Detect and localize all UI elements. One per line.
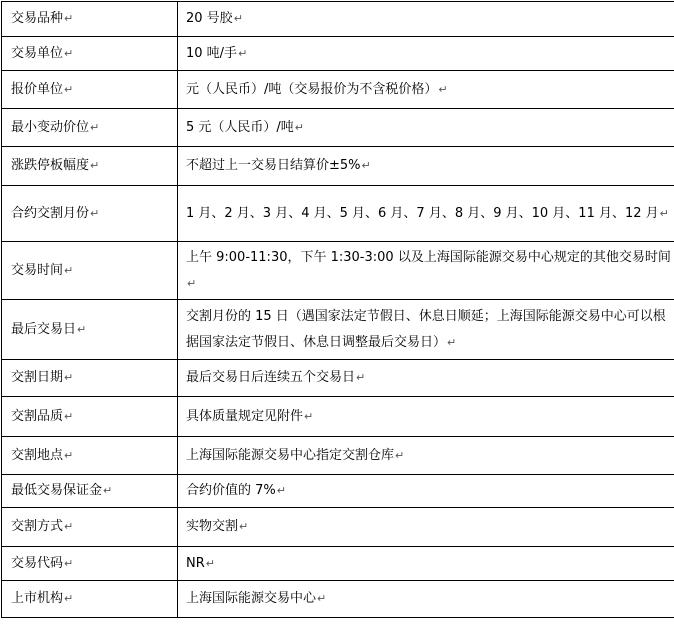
table-row (2, 437, 674, 475)
row-label-cell (2, 508, 178, 547)
row-value: 上海国际能源交易中心指定交割仓库 (186, 447, 395, 463)
paragraph-mark-icon: ↵ (64, 520, 74, 533)
row-value-cell (178, 397, 674, 437)
table-row (2, 186, 674, 242)
row-label: 交割方式 (11, 519, 64, 534)
paragraph-mark-icon: ↵ (64, 448, 74, 462)
paragraph-mark-icon: ↵ (90, 206, 100, 220)
row-value-cell (178, 547, 674, 581)
table-row (2, 360, 674, 397)
contract-spec-table (1, 1, 674, 618)
row-label: 上市机构 (11, 591, 64, 606)
paragraph-mark-icon: ↵ (187, 276, 197, 290)
table-row (2, 71, 674, 109)
paragraph-mark-icon: ↵ (356, 371, 366, 384)
row-label: 交易单位 (11, 45, 64, 61)
table-row (2, 37, 674, 71)
table-row (2, 147, 674, 186)
row-label: 最低交易保证金 (11, 483, 103, 498)
row-label-cell (2, 300, 178, 360)
row-value-cell (178, 71, 674, 109)
table-row (2, 2, 674, 37)
row-label-cell (2, 437, 178, 475)
row-value-cell (178, 508, 674, 547)
paragraph-mark-icon: ↵ (304, 409, 314, 423)
row-label: 交割地点 (11, 447, 64, 463)
row-label-cell (2, 547, 178, 581)
paragraph-mark-icon: ↵ (64, 82, 74, 96)
paragraph-mark-icon: ↵ (64, 409, 74, 423)
row-label: 最后交易日 (11, 321, 77, 337)
paragraph-mark-icon: ↵ (233, 12, 243, 25)
paragraph-mark-icon: ↵ (438, 82, 448, 96)
paragraph-mark-icon: ↵ (90, 159, 100, 172)
row-value-cell (178, 109, 674, 147)
row-value-cell (178, 242, 674, 300)
table-row (2, 547, 674, 581)
row-value: 合约价值的 7% (186, 483, 276, 498)
row-label: 合约交割月份 (11, 205, 90, 221)
paragraph-mark-icon: ↵ (64, 556, 74, 570)
row-label: 交易代码 (11, 555, 64, 571)
row-value-cell (178, 300, 674, 360)
paragraph-mark-icon: ↵ (659, 206, 669, 220)
paragraph-mark-icon: ↵ (447, 335, 457, 349)
row-label-cell (2, 242, 178, 300)
spec-table-body (2, 2, 674, 618)
table-row (2, 242, 674, 300)
row-value: 最后交易日后连续五个交易日 (186, 370, 356, 385)
paragraph-mark-icon: ↵ (90, 120, 100, 134)
row-value-cell (178, 2, 674, 37)
paragraph-mark-icon: ↵ (64, 263, 74, 277)
row-value: 实物交割 (186, 519, 239, 534)
paragraph-mark-icon: ↵ (205, 556, 215, 570)
row-label-cell (2, 360, 178, 397)
paragraph-mark-icon: ↵ (77, 322, 87, 336)
row-value-cell (178, 581, 674, 618)
row-label: 交易时间 (11, 262, 64, 278)
row-label: 交割品质 (11, 408, 64, 424)
table-row (2, 300, 674, 360)
row-value: 具体质量规定见附件 (186, 408, 304, 424)
paragraph-mark-icon: ↵ (294, 120, 305, 134)
paragraph-mark-icon: ↵ (64, 46, 74, 60)
paragraph-mark-icon: ↵ (64, 592, 74, 605)
row-label-cell (2, 109, 178, 147)
table-row (2, 109, 674, 147)
table-row (2, 397, 674, 437)
paragraph-mark-icon: ↵ (64, 12, 74, 25)
table-row (2, 508, 674, 547)
row-label-cell (2, 475, 178, 508)
row-value: 10 吨/手 (186, 45, 238, 61)
row-value: 20 号胶 (186, 11, 233, 26)
table-row (2, 475, 674, 508)
row-value: 5 元（人民币）/吨 (186, 119, 294, 135)
row-value-cell (178, 475, 674, 508)
table-row (2, 581, 674, 618)
paragraph-mark-icon: ↵ (361, 159, 371, 172)
row-value: NR (186, 555, 205, 571)
row-label-cell (2, 397, 178, 437)
row-label: 交割日期 (11, 370, 64, 385)
row-label-cell (2, 186, 178, 242)
row-label: 交易品种 (11, 11, 64, 26)
row-label-cell (2, 71, 178, 109)
row-value: 上海国际能源交易中心 (186, 591, 317, 606)
paragraph-mark-icon: ↵ (103, 484, 113, 497)
row-value-cell (178, 147, 674, 186)
paragraph-mark-icon: ↵ (238, 46, 248, 60)
row-label-cell (2, 37, 178, 71)
paragraph-mark-icon: ↵ (317, 592, 327, 605)
row-value-cell (178, 37, 674, 71)
row-value-cell (178, 186, 674, 242)
row-label-cell (2, 2, 178, 37)
row-value-cell (178, 360, 674, 397)
row-value: 元（人民币）/吨（交易报价为不含税价格） (186, 81, 438, 97)
row-label: 涨跌停板幅度 (11, 158, 90, 173)
row-value: 1 月、2 月、3 月、4 月、5 月、6 月、7 月、8 月、9 月、10 月、11 月、12 月 (186, 205, 659, 221)
row-label-cell (2, 147, 178, 186)
row-label-cell (2, 581, 178, 618)
paragraph-mark-icon: ↵ (395, 448, 405, 462)
row-label: 最小变动价位 (11, 119, 90, 135)
paragraph-mark-icon: ↵ (64, 371, 74, 384)
row-value-cell (178, 437, 674, 475)
row-label: 报价单位 (11, 81, 64, 97)
row-value: 交割月份的 15 日（遇国家法定节假日、休息日顺延；上海国际能源交易中心可以根据国家法定节假日、休息日调整最后交易日） (186, 308, 666, 350)
paragraph-mark-icon: ↵ (239, 520, 249, 533)
row-value: 上午 9:00-11:30，下午 1:30-3:00 以及上海国际能源交易中心规定的其他交易时间 (186, 249, 671, 265)
row-value: 不超过上一交易日结算价±5% (186, 158, 361, 173)
paragraph-mark-icon: ↵ (276, 484, 286, 497)
